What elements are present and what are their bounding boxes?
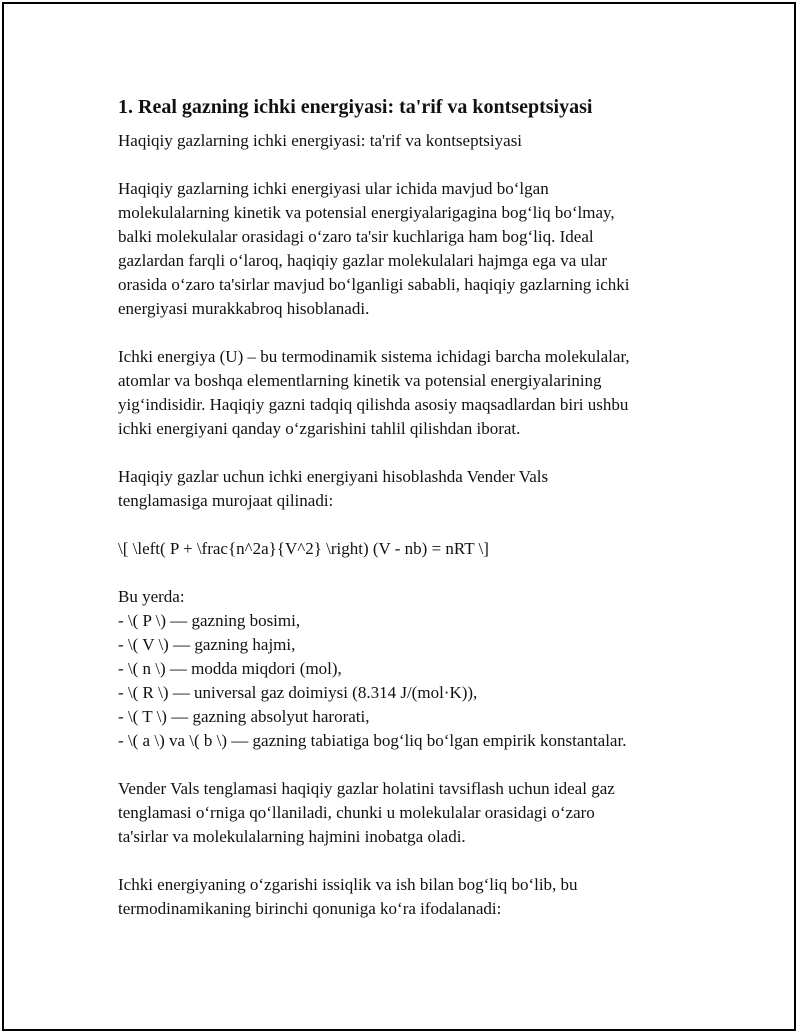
document-body bbox=[118, 93, 718, 921]
equation-usage-paragraph: Vender Vals tenglamasi haqiqiy gazlar holatini tavsiflash uchun ideal gaz tenglamasi o‘rniga qo‘llaniladi, chunki u molekulalar orasidagi o‘zaro ta'sirlar va molekulalarning hajmini inobatga oladi. bbox=[118, 779, 615, 846]
definition-paragraph: Haqiqiy gazlarning ichki energiyasi ular ichida mavjud bo‘lgan molekulalarning kinetik va potensial energiyalarigagina bog‘liq bo‘lmay, balki molekulalar orasidagi o‘zaro ta'sir kuchlariga ham bog‘liq. Ideal gazlardan farqli o‘laroq, haqiqiy gazlar molekulalari hajmga ega va ular orasida o‘zaro ta'sirlar mavjud bo‘lganligi sababli, haqiqiy gazlarning ichki energiyasi murakkabroq hisoblanadi. bbox=[118, 179, 630, 318]
first-law-paragraph: Ichki energiyaning o‘zgarishi issiqlik va ish bilan bog‘liq bo‘lib, bu termodinamikaning birinchi qonuniga ko‘ra ifodalanadi: bbox=[118, 875, 578, 918]
variables-list: Bu yerda: - \( P \) — gazning bosimi, - \( V \) — gazning hajmi, - \( n \) — modda miqdori (mol), - \( R \) — universal gaz doimiysi (8.314 J/(mol·K)), - \( T \) — gazning absolyut harorati, - \( a \) va \( b \) — gazning tabiatiga bog‘liq bo‘lgan empirik konstantalar. bbox=[118, 587, 627, 750]
van-der-waals-intro-paragraph: Haqiqiy gazlar uchun ichki energiyani hisoblashda Vender Vals tenglamasiga murojaat qilinadi: bbox=[118, 467, 549, 510]
section-heading: 1. Real gazning ichki energiyasi: ta'rif va kontseptsiyasi bbox=[118, 96, 593, 118]
internal-energy-paragraph: Ichki energiya (U) – bu termodinamik sistema ichidagi barcha molekulalar, atomlar va boshqa elementlarning kinetik va potensial energiyalarining yig‘indisidir. Haqiqiy gazni tadqiq qilishda asosiy maqsadlardan biri ushbu ichki energiyani qanday o‘zgarishini tahlil qilishdan iborat. bbox=[118, 347, 630, 438]
intro-paragraph: Haqiqiy gazlarning ichki energiyasi: ta'rif va kontseptsiyasi bbox=[118, 131, 523, 150]
equation-line: \[ \left( P + \frac{n^2a}{V^2} \right) (V - nb) = nRT \] bbox=[118, 539, 489, 558]
